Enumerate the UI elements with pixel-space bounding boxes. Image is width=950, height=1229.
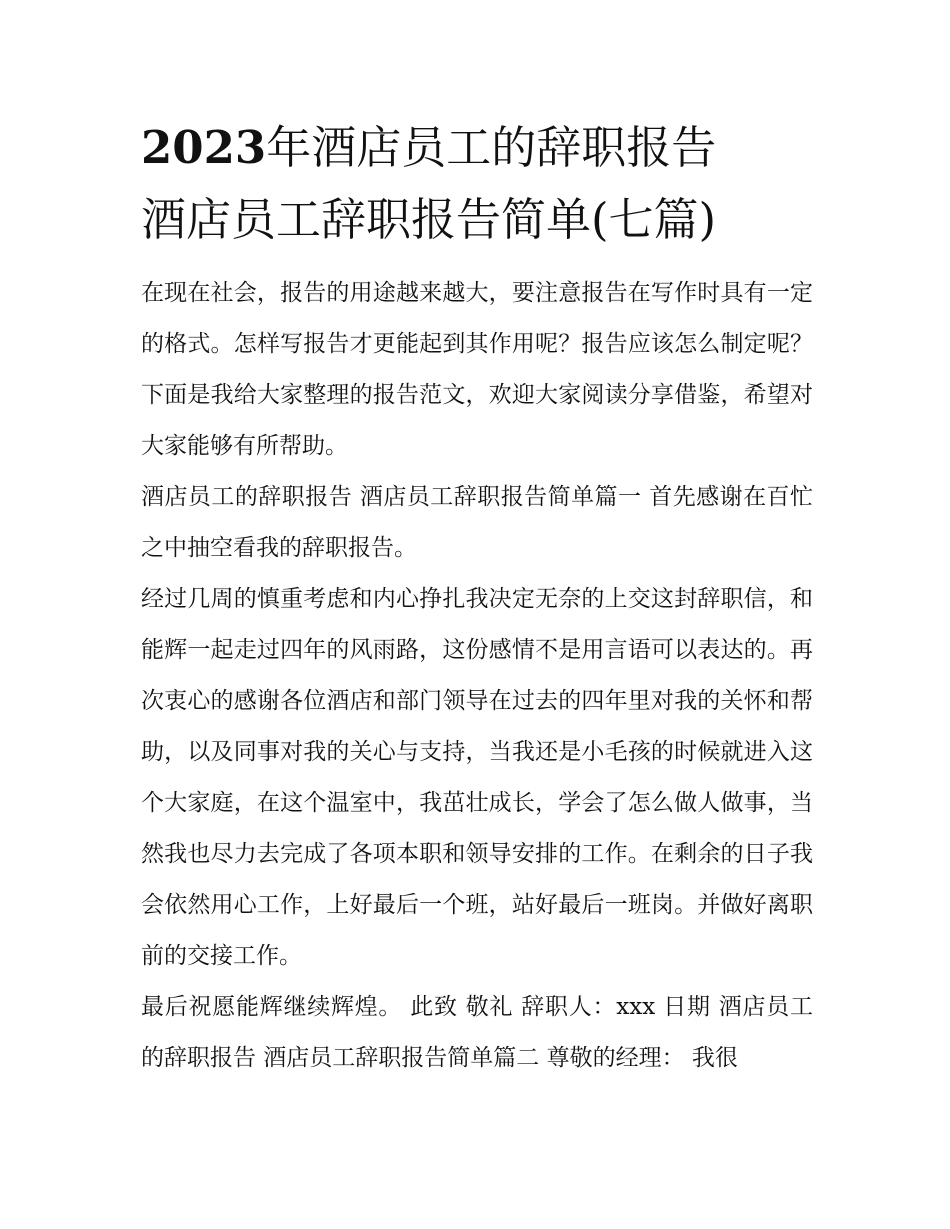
paragraph-intro: 在现在社会，报告的用途越来越大，要注意报告在写作时具有一定的格式。怎样写报告才更能起到其作用呢？报告应该怎么制定呢？下面是我给大家整理的报告范文，欢迎大家阅读分享借鉴，希望对大家能够有所帮助。 [141, 280, 813, 459]
title-line-1-text: 年酒店员工的辞职报告 [266, 121, 717, 174]
document-title-line-1 [141, 112, 813, 184]
document-title-line-2: 酒店员工辞职报告简单(七篇) [141, 193, 717, 246]
paragraph-section-one-heading: 酒店员工的辞职报告 酒店员工辞职报告简单篇一 首先感谢在百忙之中抽空看我的辞职报告。 [141, 484, 813, 561]
paragraph-closing: 最后祝愿能辉继续辉煌。 此致 敬礼 辞职人：xxx 日期 酒店员工的辞职报告 酒店员工辞职报告简单篇二 尊敬的经理： 我很 [141, 994, 813, 1071]
title-year: 2023 [141, 121, 267, 174]
paragraph-resignation-body: 经过几周的慎重考虑和内心挣扎我决定无奈的上交这封辞职信，和能辉一起走过四年的风雨路，这份感情不是用言语可以表达的。再次衷心的感谢各位酒店和部门领导在过去的四年里对我的关怀和帮助，以及同事对我的关心与支持，当我还是小毛孩的时候就进入这个大家庭，在这个温室中，我茁壮成长，学会了怎么做人做事，当然我也尽力去完成了各项本职和领导安排的工作。在剩余的日子我会依然用心工作，上好最后一个班，站好最后一班岗。并做好离职前的交接工作。 [141, 586, 813, 969]
document-body [141, 112, 813, 1084]
